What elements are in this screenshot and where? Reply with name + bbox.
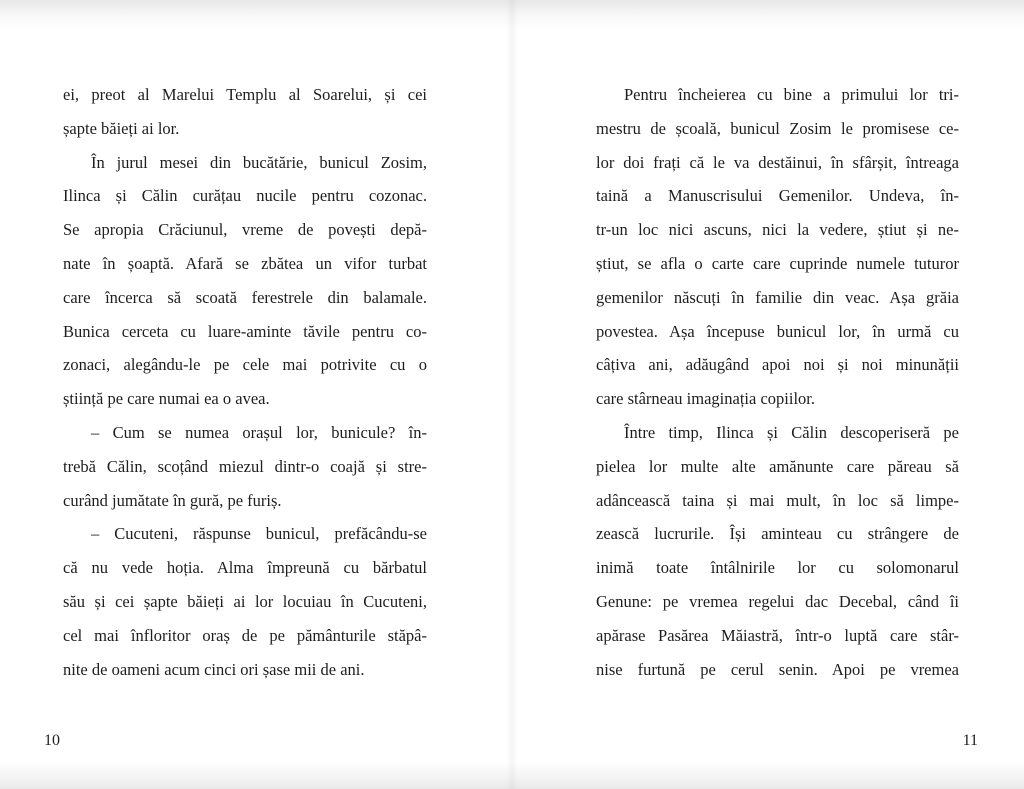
text-line: știință pe care numai ea o avea. — [63, 389, 270, 409]
text-line: ei, preot al Marelui Templu al Soarelui, și cei — [63, 85, 427, 104]
text-line: apărase Pasărea Măiastră, într-o luptă care stâr- — [596, 625, 959, 645]
text-line: știut, se afla o carte care cuprinde numele tuturor — [596, 253, 959, 273]
text-line: că nu vede hoția. Alma împreună cu bărbatul — [63, 558, 427, 578]
text-line: trebă Călin, scoțând miezul dintr-o coajă și stre- — [63, 456, 427, 476]
text-line: Se apropia Crăciunul, vreme de povești depă- — [63, 220, 427, 240]
page-number-right: 11 — [962, 732, 978, 749]
right-page — [512, 0, 1024, 789]
text-line: care stârneau imaginația copiilor. — [596, 389, 815, 409]
text-line: zonaci, alegându-le pe cele mai potrivite cu o — [63, 355, 427, 375]
text-line: mestru de școală, bunicul Zosim le promisese ce- — [596, 118, 959, 138]
text-line: său și cei șapte băieți ai lor locuiau în Cucuteni, — [63, 591, 427, 611]
text-line: – Cucuteni, răspunse bunicul, prefăcându-se — [91, 524, 427, 544]
text-line: care încerca să scoată ferestrele din balamale. — [63, 287, 427, 307]
text-line: pielea lor multe alte amănunte care păreau să — [596, 456, 959, 476]
text-line: nate în șoaptă. Afară se zbătea un vifor turbat — [63, 253, 427, 273]
text-line: adâncească taina și mai mult, în loc să limpe- — [596, 490, 959, 510]
text-line: Ilinca și Călin curățau nucile pentru cozonac. — [63, 186, 427, 206]
text-line: cel mai înfloritor oraș de pe pământurile stăpâ- — [63, 625, 427, 645]
text-line: zească lucrurile. Își aminteau cu strângere de — [596, 524, 959, 544]
text-line: Bunica cerceta cu luare-aminte tăvile pentru co- — [63, 321, 427, 341]
text-line: lor doi frați că le va destăinui, în sfârșit, întreaga — [596, 152, 959, 172]
text-line: nise furtună pe cerul senin. Apoi pe vremea — [596, 659, 959, 679]
text-line: gemenilor născuți în familie din veac. Așa grăia — [596, 287, 959, 307]
text-line: tr-un loc nici ascuns, nici la vedere, știut și ne- — [596, 220, 959, 240]
text-line: curând jumătate în gură, pe furiș. — [63, 490, 282, 510]
text-line: povestea. Așa începuse bunicul lor, în urmă cu — [596, 321, 959, 341]
text-line: În jurul mesei din bucătărie, bunicul Zosim, — [91, 152, 427, 172]
text-line: câțiva ani, adăugând apoi noi și noi minunății — [596, 355, 959, 375]
text-line: – Cum se numea orașul lor, bunicule? în- — [91, 422, 427, 442]
right-page-text — [596, 78, 959, 686]
left-page-text — [63, 78, 427, 686]
text-line: inimă toate întâlnirile lor cu solomonarul — [596, 558, 959, 578]
text-line: nite de oameni acum cinci ori șase mii de ani. — [63, 659, 365, 679]
text-line: Pentru încheierea cu bine a primului lor tri- — [624, 85, 959, 104]
text-line: șapte băieți ai lor. — [63, 118, 180, 138]
text-line: Între timp, Ilinca și Călin descoperiseră pe — [624, 422, 959, 442]
text-line: taină a Manuscrisului Gemenilor. Undeva, în- — [596, 186, 959, 206]
text-line: Genune: pe vremea regelui dac Decebal, când îi — [596, 591, 959, 611]
page-number-left: 10 — [44, 732, 60, 749]
